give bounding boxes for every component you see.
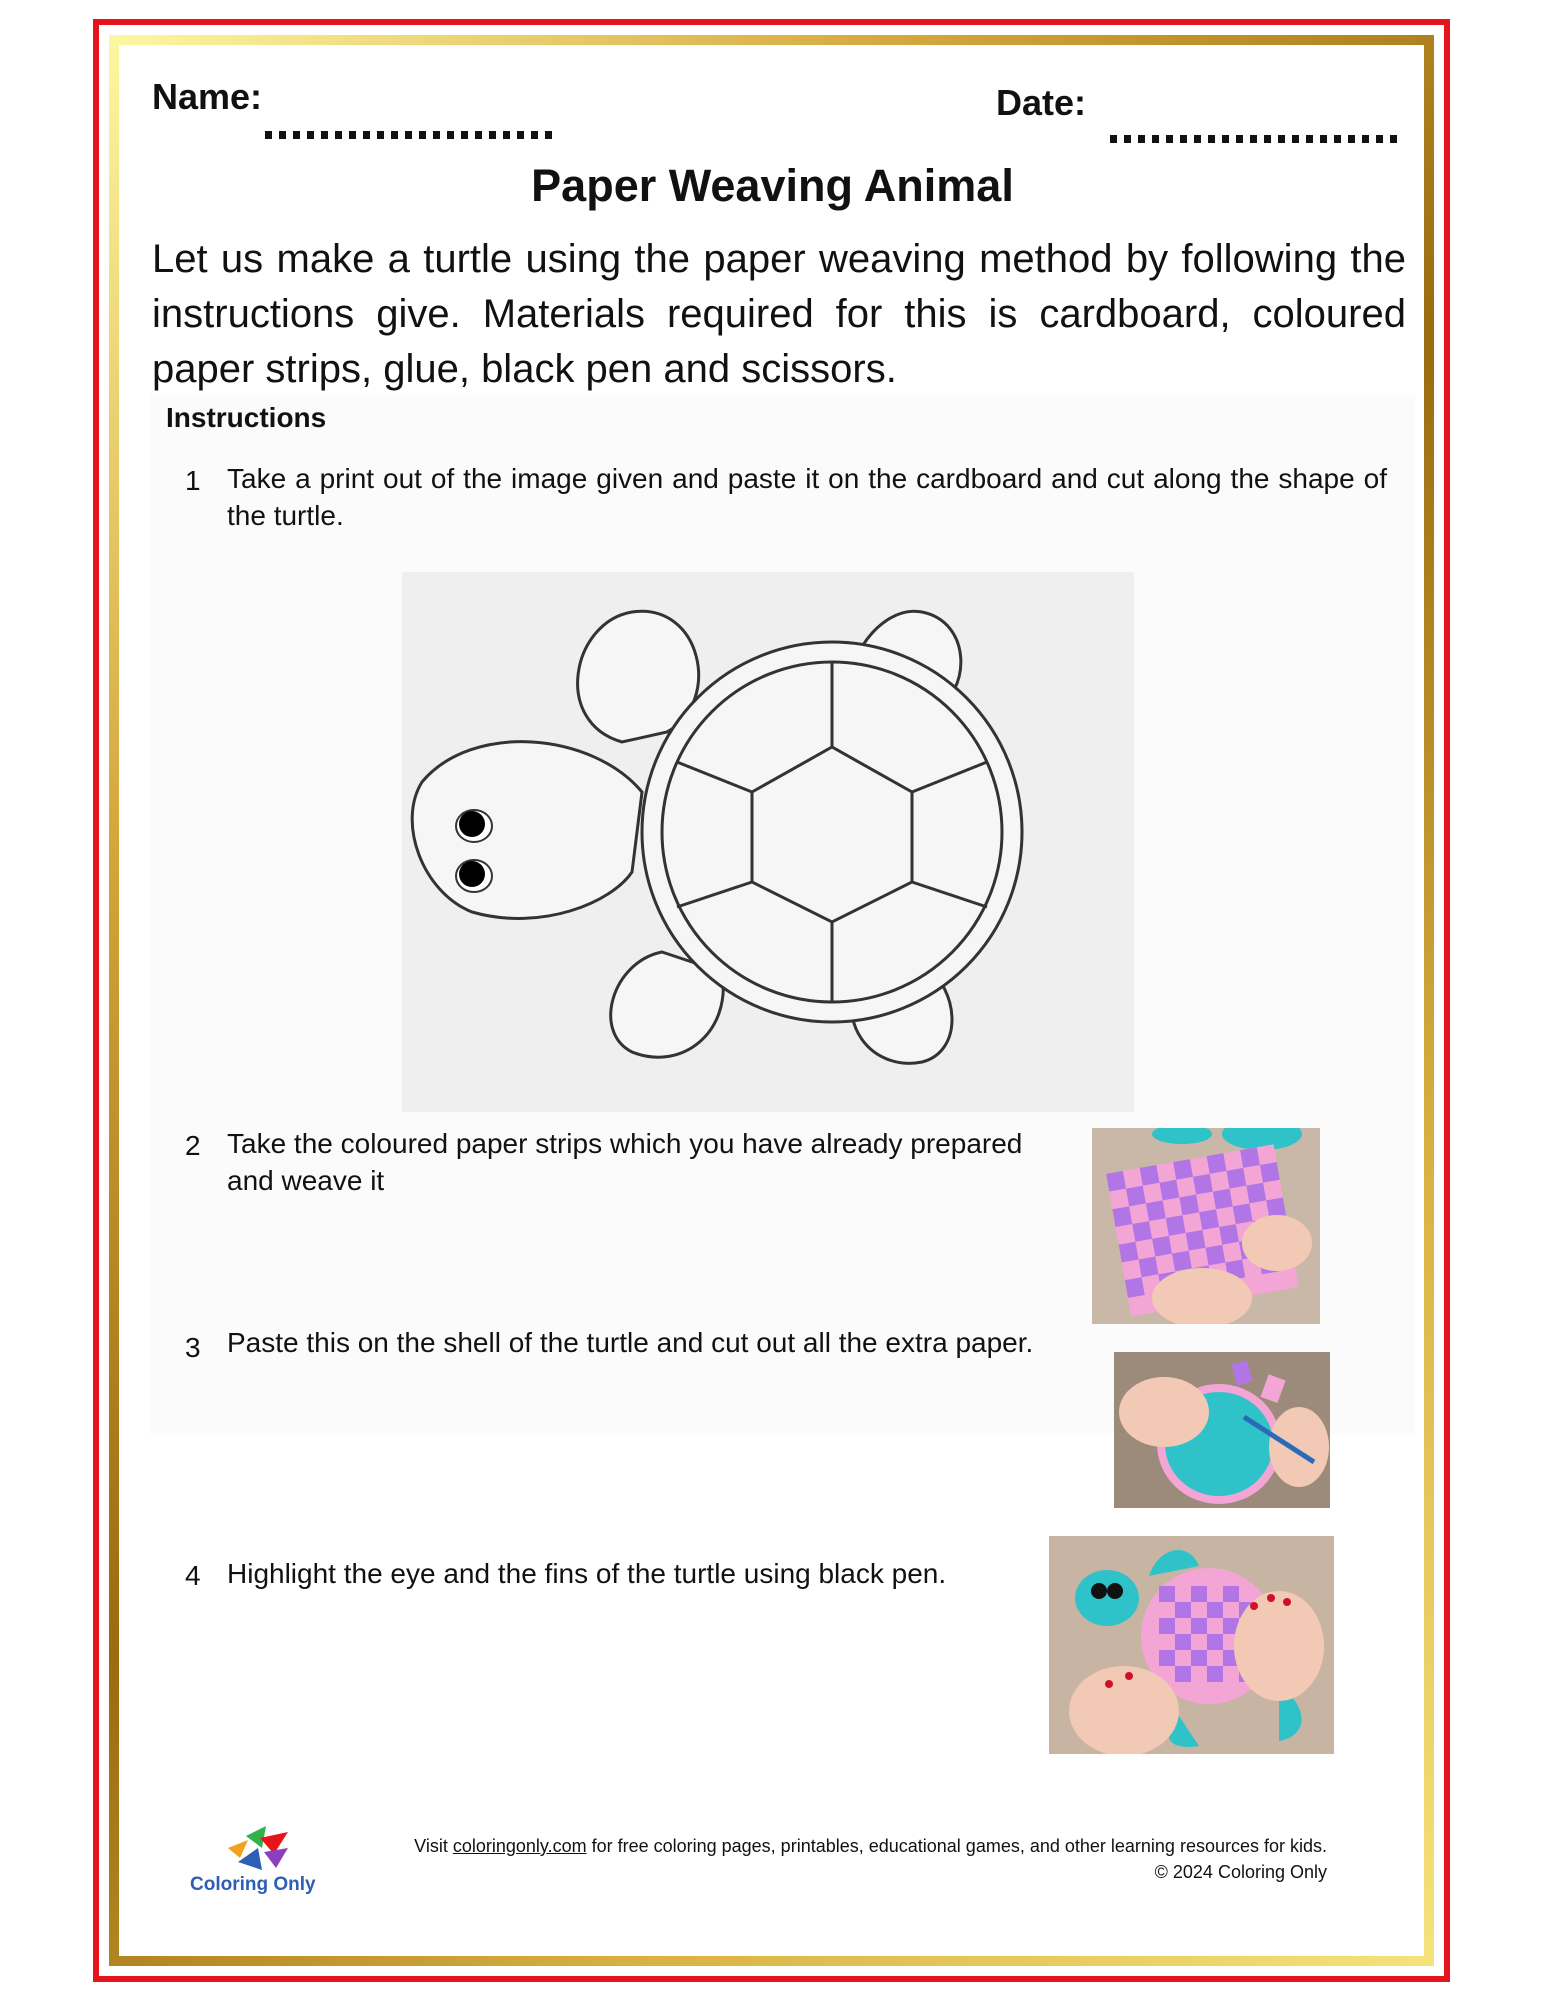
footer-copyright: © 2024 Coloring Only [1154,1862,1327,1882]
finished-turtle-photo [1049,1536,1334,1754]
footer-visit-line [414,1836,1327,1857]
date-line[interactable] [1110,135,1398,143]
footer-visit-prefix: Visit [414,1836,453,1856]
cutting-photo [1114,1352,1330,1508]
footer-website-link[interactable]: coloringonly.com [452,1836,587,1856]
name-label: Name: [152,76,263,117]
coloring-only-logo-text: Coloring Only [190,1874,316,1895]
weaving-photo [1092,1128,1320,1324]
step-2-number: 2 [185,1130,201,1161]
step-1-number: 1 [185,465,201,496]
instructions-heading: Instructions [166,402,327,433]
step-1-text: Take a print out of the image given and paste it on the cardboard and cut along the shape of the turtle. [227,463,1387,531]
intro-text: Let us make a turtle using the paper weaving method by following the instructions give. Materials required for this is cardboard, coloured paper strips, glue, black pen and scissors. [152,237,1406,391]
name-line[interactable] [265,131,553,139]
page-title: Paper Weaving Animal [531,160,1014,211]
head [412,742,642,919]
step-3-text: Paste this on the shell of the turtle and cut out all the extra paper. [227,1327,1034,1358]
coloring-only-logo-icon [218,1818,298,1874]
step-2-text: Take the coloured paper strips which you have already prepared and weave it [227,1128,1023,1196]
step-4-text: Highlight the eye and the fins of the turtle using black pen. [227,1558,947,1589]
step-3-number: 3 [185,1332,201,1363]
date-label: Date: [996,82,1087,123]
step-4-number: 4 [185,1560,201,1591]
turtle-template-image [402,572,1134,1112]
footer-visit-rest: for free coloring pages, printables, educational games, and other learning resources for kids. [586,1836,1327,1856]
